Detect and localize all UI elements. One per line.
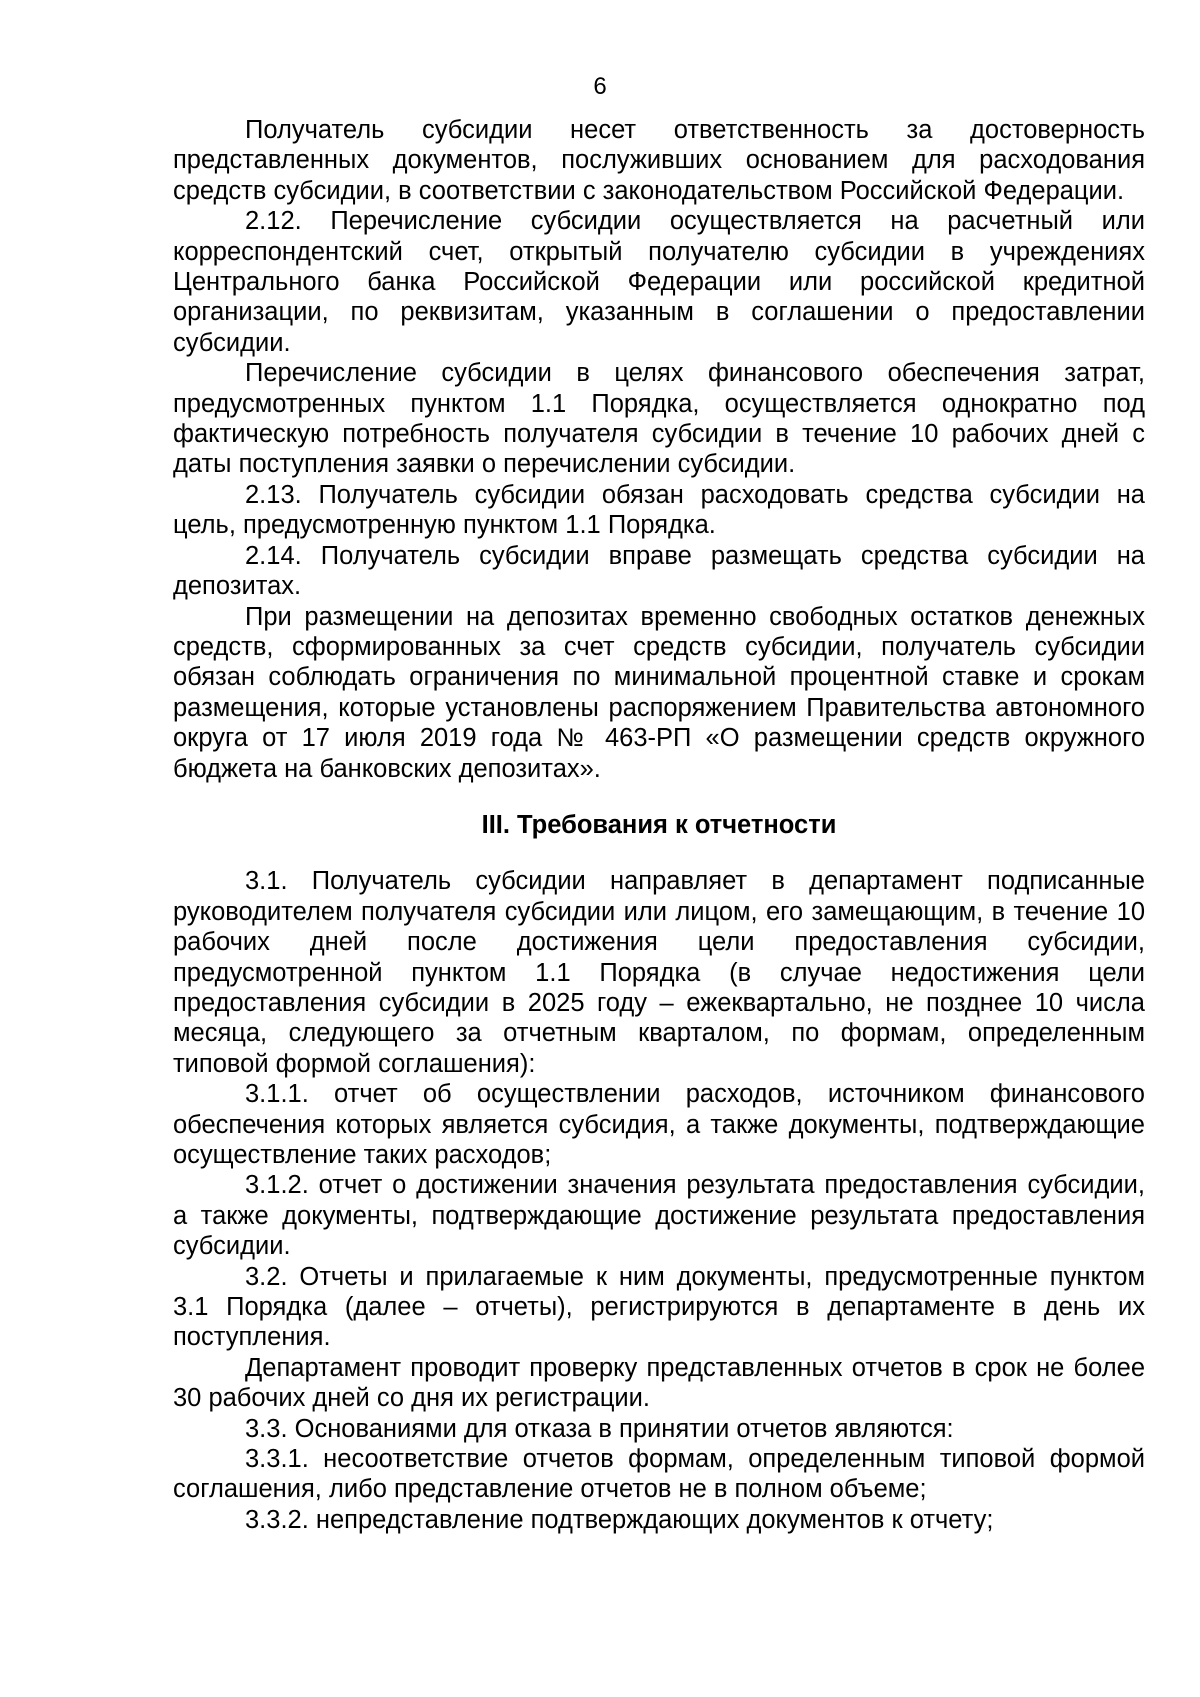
- paragraph-3-3: 3.3. Основаниями для отказа в принятии отчетов являются:: [245, 1414, 954, 1443]
- page-number: 6: [593, 73, 607, 100]
- paragraph-responsibility: Получатель субсидии несет ответственность за достоверность представленных документов, послуживших основанием для расходования средств субсидии, в соответствии с законодательством Российской Федерации.: [173, 116, 1145, 205]
- paragraph-2-13: 2.13. Получатель субсидии обязан расходовать средства субсидии на цель, предусмотренную пунктом 1.1 Порядка.: [173, 480, 1145, 540]
- paragraph-3-1-1: 3.1.1. отчет об осуществлении расходов, источником финансового обеспечения которых является субсидия, а также документы, подтверждающие осуществление таких расходов;: [173, 1080, 1145, 1169]
- section-heading: III. Требования к отчетности: [481, 810, 837, 839]
- paragraph-2-14: 2.14. Получатель субсидии вправе размещать средства субсидии на депозитах.: [173, 541, 1145, 601]
- paragraph-review: Департамент проводит проверку представленных отчетов в срок не более 30 рабочих дней со дня их регистрации.: [173, 1353, 1145, 1413]
- paragraph-3-3-2: 3.3.2. непредставление подтверждающих документов к отчету;: [245, 1505, 994, 1534]
- paragraph-transfer-terms: Перечисление субсидии в целях финансового обеспечения затрат, предусмотренных пунктом 1.1 Порядка, осуществляется однократно под фактическую потребность получателя субсидии в течение 10 рабочих дней с даты поступления заявки о перечислении субсидии.: [173, 359, 1145, 479]
- paragraph-3-2: 3.2. Отчеты и прилагаемые к ним документы, предусмотренные пунктом 3.1 Порядка (далее – отчеты), регистрируются в департаменте в день их поступления.: [173, 1262, 1145, 1352]
- paragraph-deposits: При размещении на депозитах временно свободных остатков денежных средств, сформированных за счет средств субсидии, получатель субсидии обязан соблюдать ограничения по минимальной процентной ставке и срокам размещения, которые установлены распоряжением Правительства автономного округа от 17 июля 2019 года № 463-РП «О размещении средств окружного бюджета на банковских депозитах».: [173, 602, 1145, 783]
- paragraph-2-12: 2.12. Перечисление субсидии осуществляется на расчетный или корреспондентский счет, открытый получателю субсидии в учреждениях Центрального банка Российской Федерации или российской кредитной организации, по реквизитам, указанным в соглашении о предоставлении субсидии.: [173, 207, 1145, 357]
- paragraph-3-1: 3.1. Получатель субсидии направляет в департамент подписанные руководителем получателя субсидии или лицом, его замещающим, в течение 10 рабочих дней после достижения цели предоставления субсидии, предусмотренной пунктом 1.1 Порядка (в случае недостижения цели предоставления субсидии в 2025 году – ежеквартально, не позднее 10 числа месяца, следующего за отчетным кварталом, по формам, определенным типовой формой соглашения):: [173, 867, 1145, 1078]
- paragraph-3-3-1: 3.3.1. несоответствие отчетов формам, определенным типовой формой соглашения, либо представление отчетов не в полном объеме;: [173, 1445, 1145, 1504]
- paragraph-3-1-2: 3.1.2. отчет о достижении значения результата предоставления субсидии, а также документы, подтверждающие достижение результата предоставления субсидии.: [173, 1171, 1145, 1261]
- document-body: [173, 115, 1145, 1535]
